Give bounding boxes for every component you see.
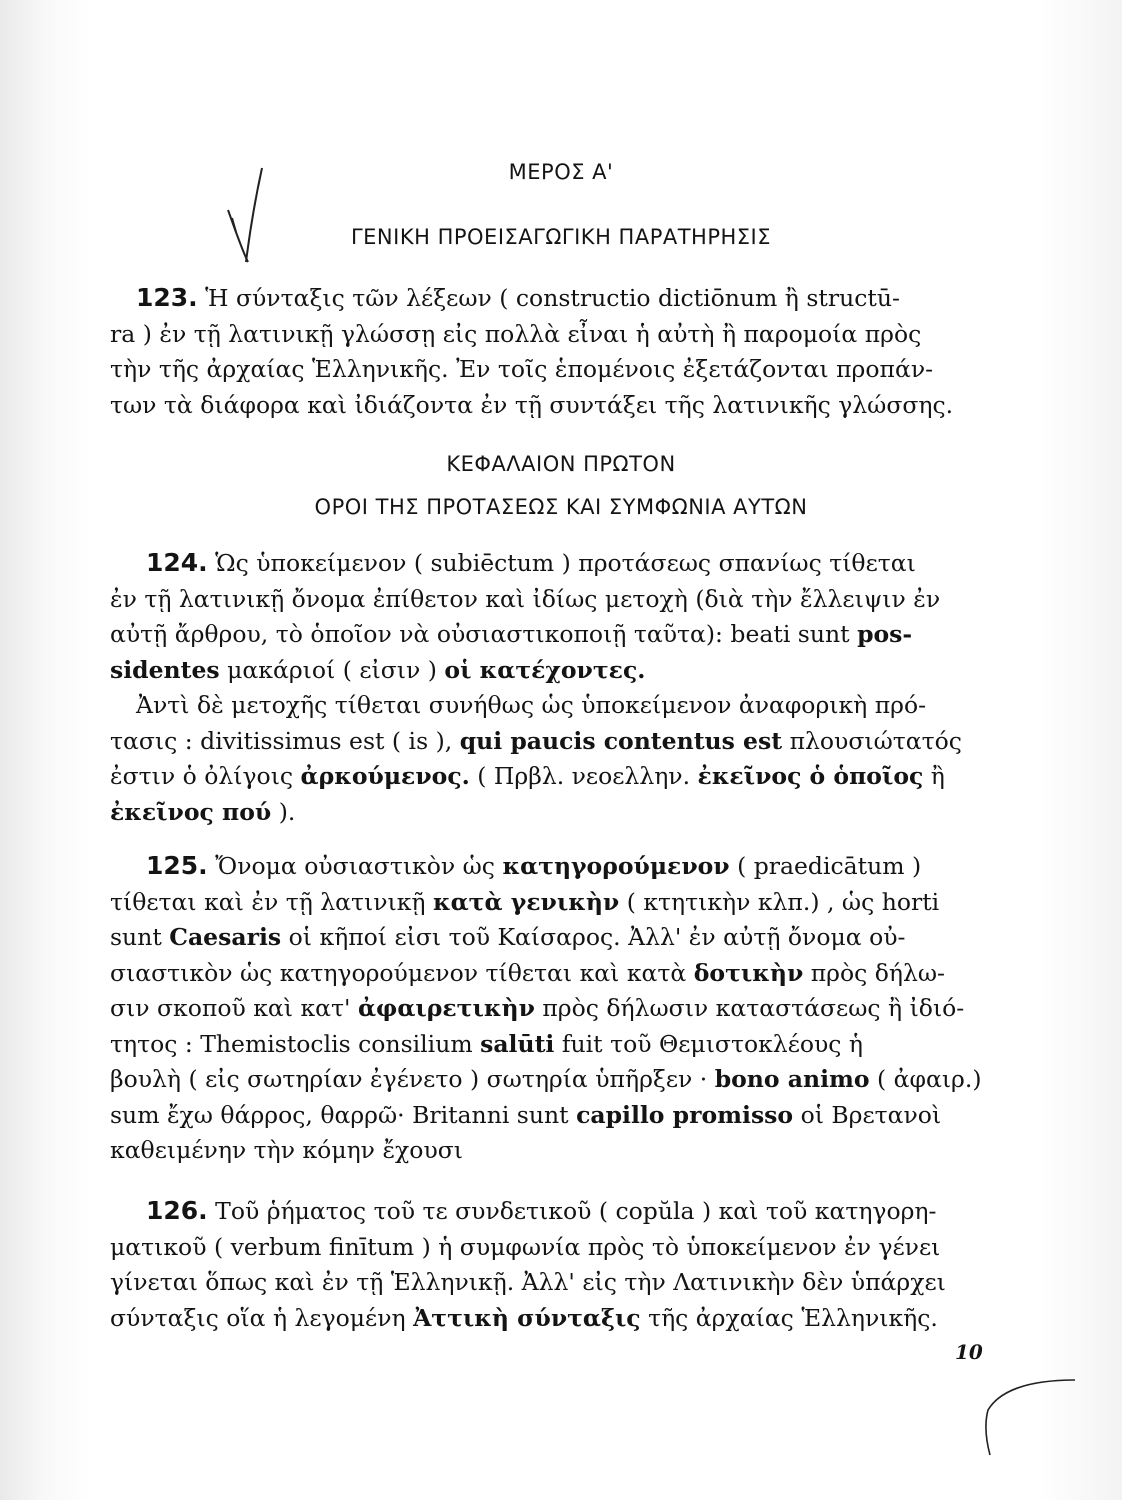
page-number: 10 bbox=[955, 1340, 983, 1364]
paragraph-123: 123. Ἡ σύνταξις τῶν λέξεων ( constructio dictiōnum ἢ structū- ra ) ἐν τῇ λατινικῇ γλώσσῃ εἰς πολλὰ εἶναι ἡ αὐτὴ ἢ παρομοία πρὸς τὴν τῆς ἀρχαίας Ἑλληνικῆς. Ἐν τοῖς ἑπομένοις ἐξετάζονται προπάν- των τὰ διάφορα καὶ ἰδιάζοντα ἐν τῇ συντάξει τῆς λατινικῆς γλώσσης. bbox=[110, 283, 954, 419]
paragraph-number: 124. bbox=[146, 548, 208, 577]
paragraph-126: 126. Τοῦ ῥήματος τοῦ τε συνδετικοῦ ( copŭla ) καὶ τοῦ κατηγορη- ματικοῦ ( verbum finītum ) ἡ συμφωνία πρὸς τὸ ὑποκείμενον ἐν γένει γίνεται ὅπως καὶ ἐν τῇ Ἑλληνικῇ. Ἀλλ' εἰς τὴν Λατινικὴν δὲν ὑπάρχει σύνταξις οἵα ἡ λεγομένη Ἀττικὴ σύνταξις τῆς ἀρχαίας Ἑλληνικῆς. bbox=[110, 1196, 946, 1332]
part-title: ΜΕΡΟΣ Α' bbox=[508, 160, 614, 184]
chapter-subtitle: ΟΡΟΙ ΤΗΣ ΠΡΟΤΑΣΕΩΣ ΚΑΙ ΣΥΜΦΩΝΙΑ ΑΥΤΩΝ bbox=[314, 495, 808, 519]
paragraph-124: 124. Ὡς ὑποκείμενον ( subiēctum ) προτάσεως σπανίως τίθεται ἐν τῇ λατινικῇ ὄνομα ἐπίθετον καὶ ἰδίως μετοχὴ (διὰ τὴν ἔλλειψιν ἐν αὐτῇ ἄρθρου, τὸ ὁποῖον νὰ οὐσιαστικοποιῇ ταῦτα): beati sunt pos- sidentes μακάριοί ( εἰσιν ) οἱ κατέχοντες. Ἀντὶ δὲ μετοχῆς τίθεται συνήθως ὡς ὑποκείμενον ἀναφορικὴ πρό- τασις : divitissimus est ( is ), qui paucis contentus est πλουσιώτατός ἐστιν ὁ ὀλίγοις ἀρκούμενος. ( Πρβλ. νεοελλην. ἐκεῖνος ὁ ὁποῖος ἢ ἐκεῖνος πού ). bbox=[110, 548, 962, 826]
paragraph-number: 126. bbox=[146, 1196, 208, 1225]
paragraph-number: 125. bbox=[146, 851, 208, 880]
paragraph-125: 125. Ὄνομα οὐσιαστικὸν ὡς κατηγορούμενον ( praedicātum ) τίθεται καὶ ἐν τῇ λατινικῇ κατὰ γενικὴν ( κτητικὴν κλπ.) , ὡς horti sunt Caesaris οἱ κῆποί εἰσι τοῦ Καίσαρος. Ἀλλ' ἐν αὐτῇ ὄνομα οὐ- σιαστικὸν ὡς κατηγορούμενον τίθεται καὶ κατὰ δοτικὴν πρὸς δήλω- σιν σκοποῦ καὶ κατ' ἀφαιρετικὴν πρὸς δήλωσιν καταστάσεως ἢ ἰδιό- τητος : Themistoclis consilium salūti fuit τοῦ Θεμιστοκλέους ἡ βουλὴ ( εἰς σωτηρίαν ἐγένετο ) σωτηρία ὑπῆρξεν · bono animo ( ἀφαιρ.) sum ἔχω θάρρος, θαρρῶ· Britanni sunt capillo promisso οἱ Βρετανοὶ καθειμένην τὴν κόμην ἔχουσι bbox=[110, 851, 982, 1164]
chapter-title: ΚΕΦΑΛΑΙΟΝ ΠΡΩΤΟΝ bbox=[446, 452, 676, 476]
paragraph-number: 123. bbox=[136, 283, 198, 312]
section-title: ΓΕΝΙΚΗ ΠΡΟΕΙΣΑΓΩΓΙΚΗ ΠΑΡΑΤΗΡΗΣΙΣ bbox=[350, 225, 772, 249]
